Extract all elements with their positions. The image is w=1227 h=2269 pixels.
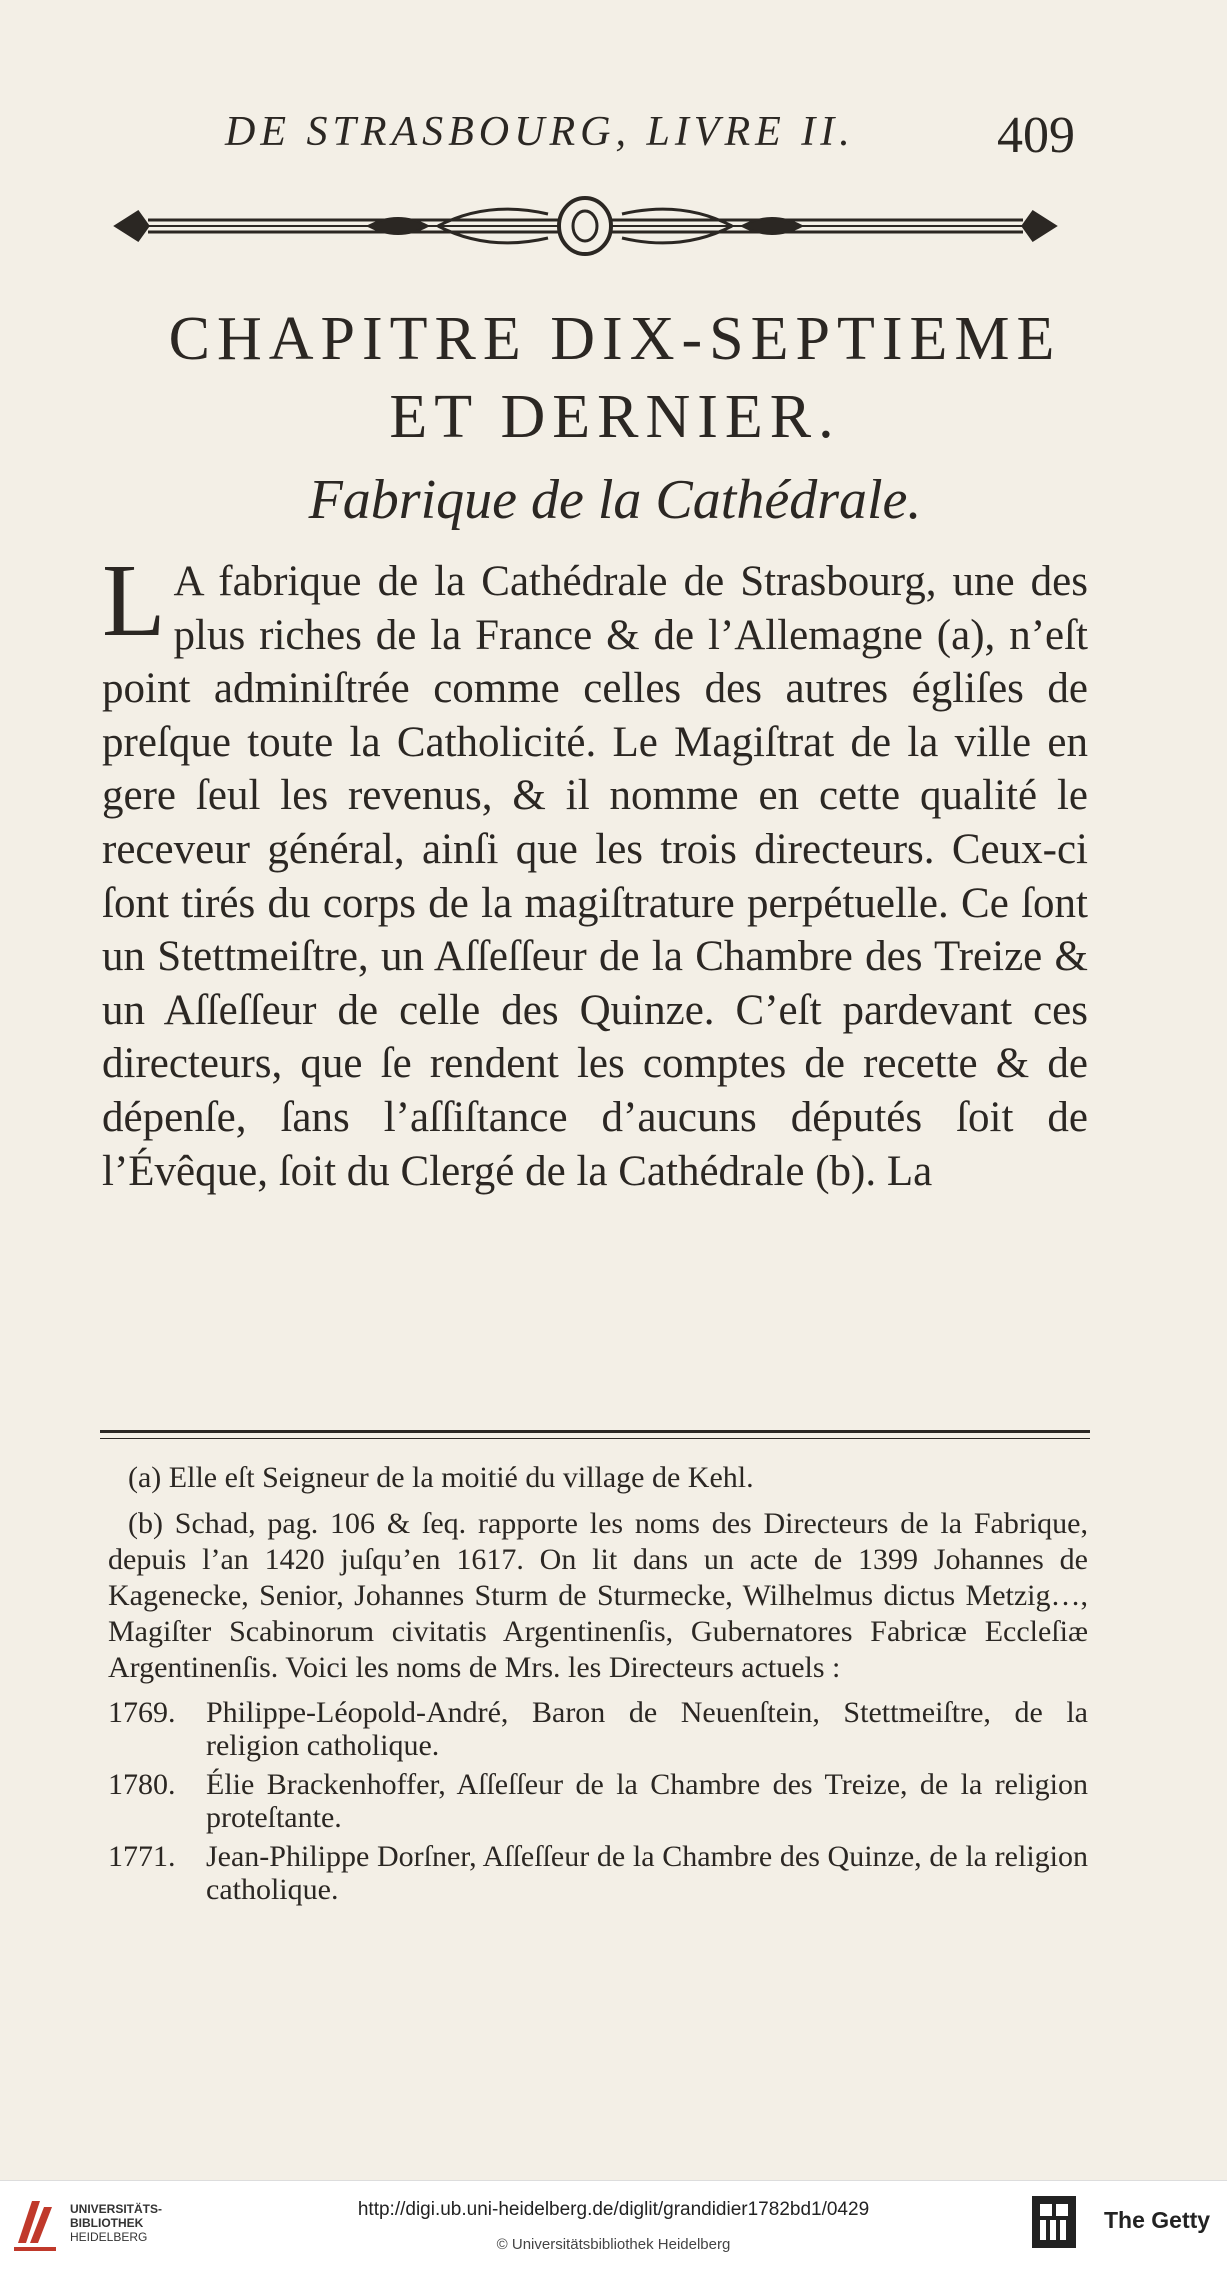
director-year: 1771. [108, 1840, 176, 1873]
drop-cap: L [102, 543, 166, 658]
chapter-title [60, 300, 1170, 456]
director-entry [108, 1840, 1088, 1906]
director-year: 1780. [108, 1768, 176, 1801]
viewer-footer [0, 2180, 1227, 2269]
getty-logo-icon [1030, 2194, 1078, 2250]
getty-name: The Getty [1104, 2207, 1211, 2233]
body-paragraph [102, 543, 1088, 1198]
footnote-rule [100, 1430, 1090, 1439]
ornamental-band [108, 192, 1063, 262]
director-text: Élie Brackenhoffer, Aſſeſſeur de la Chambre des Treize, de la religion proteſtante. [206, 1768, 1088, 1834]
chapter-title-line2: ET DERNIER. [389, 383, 841, 451]
footnote-a: (a) Elle eſt Seigneur de la moitié du village de Kehl. [128, 1461, 754, 1494]
permalink-url[interactable]: http://digi.ub.uni-heidelberg.de/diglit/grandidier1782bd1/0429 [357, 2199, 870, 2220]
page-number: 409 [997, 107, 1075, 164]
directors-list [108, 1696, 1088, 1906]
director-entry [108, 1696, 1088, 1762]
footnote-b: (b) Schad, pag. 106 & ſeq. rapporte les noms des Directeurs de la Fabrique, depuis l’an 1420 juſqu’en 1617. On lit dans un acte de 1399 Johannes de Kagenecke, Senior, Johannes Sturm de Sturmecke, Wilhelmus dictus Metzig…, Magiſter Scabinorum civitatis Argentinenſis, Gubernatores Fabricæ Eccleſiæ Argentinenſis. Voici les noms de Mrs. les Directeurs actuels : [108, 1507, 1088, 1684]
director-entry [108, 1768, 1088, 1834]
running-title: DE STRASBOURG, LIVRE II. [225, 109, 855, 155]
chapter-title-line1: CHAPITRE DIX-SEPTIEME [168, 305, 1062, 373]
director-text: Philippe-Léopold-André, Baron de Neuenſtein, Stettmeiſtre, de la religion catholique. [206, 1696, 1088, 1762]
chapter-subtitle: Fabrique de la Cathédrale. [308, 469, 922, 531]
running-head [225, 108, 1075, 178]
director-year: 1769. [108, 1696, 176, 1729]
copyright-notice: © Universitätsbibliothek Heidelberg [496, 2236, 731, 2253]
university-library-name: UNIVERSITÄTS- BIBLIOTHEK HEIDELBERG [70, 2202, 163, 2244]
body-text: A fabrique de la Cathédrale de Strasbourg, une des plus riches de la France & de l’Allemagne (a), n’eſt point adminiſtrée comme celles des autres égliſes de preſque toute la Catholicité. Le Magiſtrat de la ville en gere ſeul les revenus, & il nomme en cette qualité le receveur général, ainſi que les trois directeurs. Ceux-ci ſont tirés du corps de la magiſtrature perpétuelle. Ce ſont un Stettmeiſtre, un Aſſeſſeur de la Chambre des Treize & un Aſſeſſeur de celle des Quinze. C’eſt pardevant ces directeurs, que ſe rendent les comptes de recette & de dépenſe, ſans l’aſſiſtance d’aucuns députés ſoit de l’Évêque, ſoit du Clergé de la Cathédrale (b). La [102, 558, 1088, 1195]
footnotes [108, 1460, 1088, 1912]
director-text: Jean-Philippe Dorſner, Aſſeſſeur de la Chambre des Quinze, de la religion catholique. [206, 1840, 1088, 1906]
